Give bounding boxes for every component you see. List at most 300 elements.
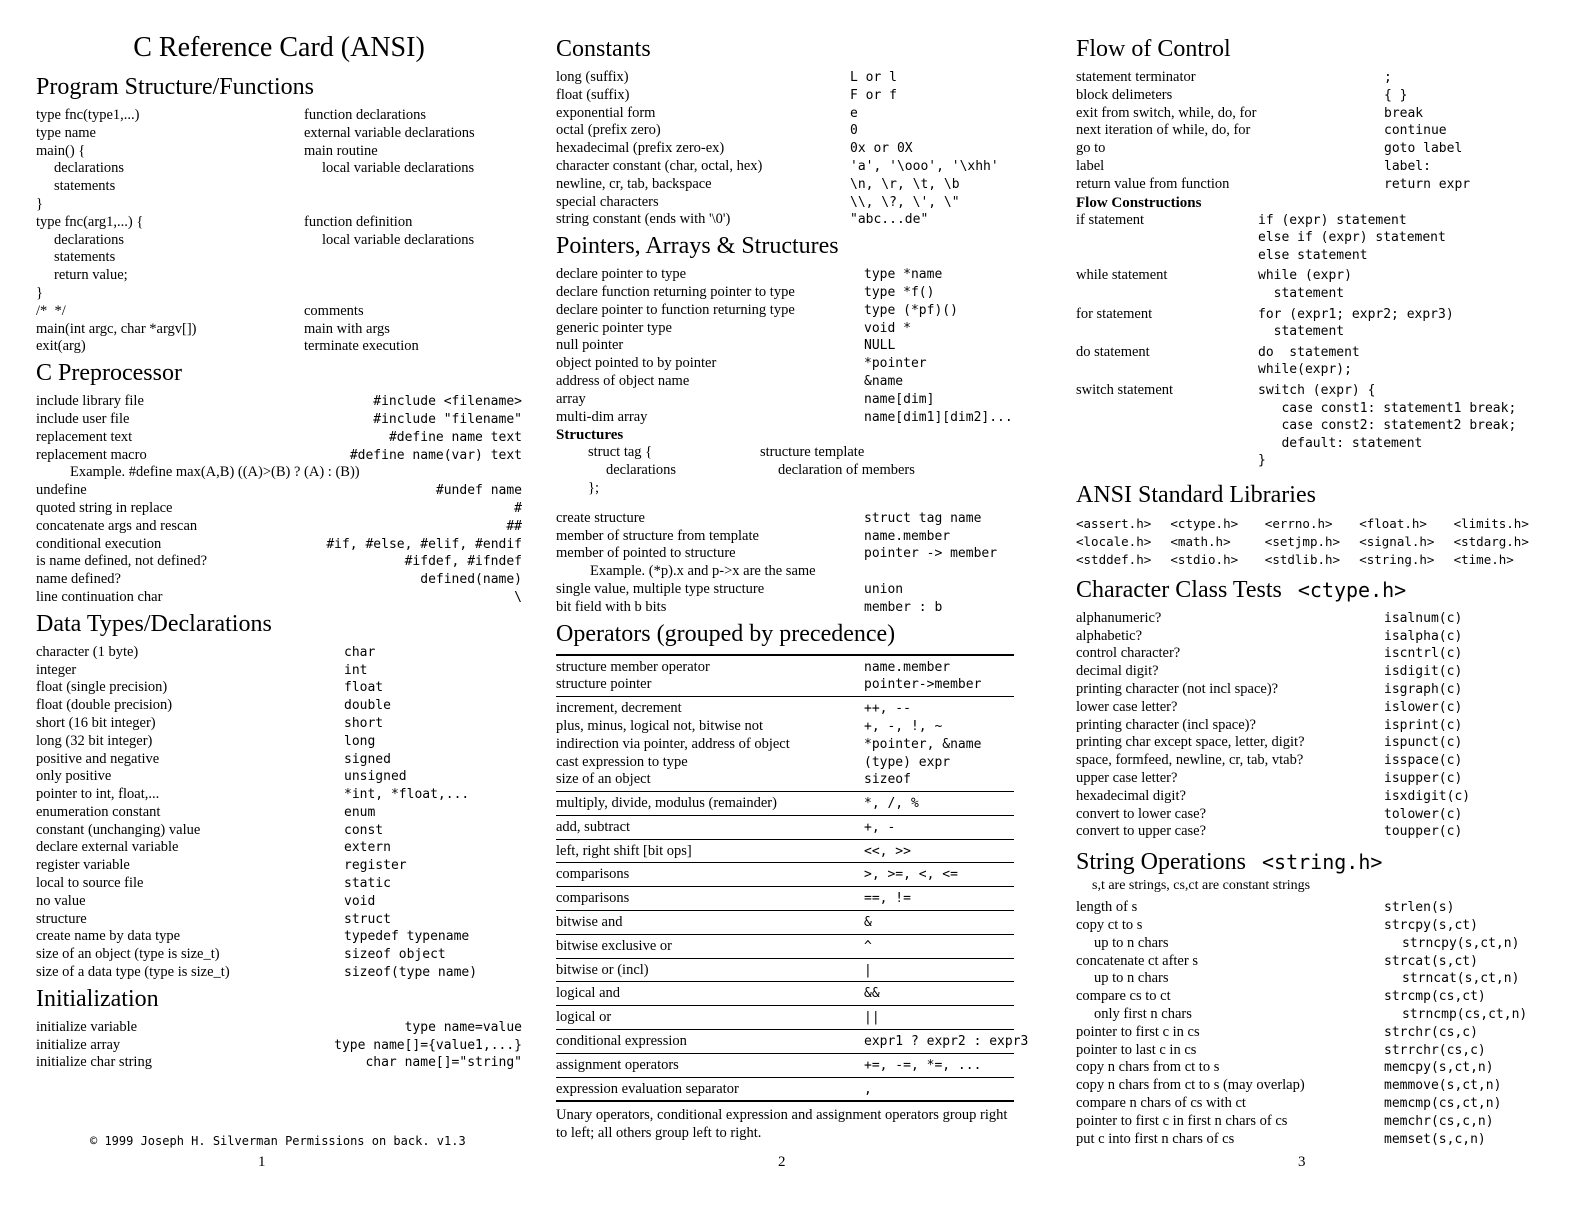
table-row [556, 373, 1014, 391]
row-label: printing character (not incl space)? [1076, 681, 1279, 698]
table-row [1076, 823, 1548, 841]
code-line: if (expr) statement [1258, 212, 1407, 228]
row-value: pointer->member [864, 677, 982, 693]
row-value: sizeof [864, 772, 911, 788]
row-label: compare cs to ct [1076, 988, 1171, 1005]
ctype-rows [1076, 610, 1548, 841]
table-row [36, 125, 522, 143]
library-item: <stdarg.h> [1453, 533, 1529, 549]
table-row [36, 553, 522, 571]
table-row [556, 819, 1014, 837]
row-value: #ifdef, #ifndef [404, 554, 522, 570]
row-value: memset(s,c,n) [1384, 1131, 1486, 1147]
row-value: (type) expr [864, 754, 951, 770]
row-value: long [344, 733, 376, 749]
row-value: isdigit(c) [1384, 664, 1463, 680]
row-value: 0 [850, 123, 858, 139]
table-row [36, 267, 522, 285]
table-row [1076, 176, 1548, 194]
table-row [556, 890, 1014, 908]
row-value: ^ [864, 938, 872, 954]
row-value: short [344, 715, 384, 731]
row-label: constant (unchanging) value [36, 821, 201, 838]
section-heading: Constants [556, 36, 651, 62]
operators-note: Unary operators, conditional expression and assignment operators group right to left; all others group left to right. [556, 1107, 1008, 1142]
row-label: conditional expression [556, 1033, 687, 1050]
table-row [1076, 970, 1548, 988]
row-label: long (suffix) [556, 69, 629, 85]
table-row [556, 1057, 1014, 1075]
table-row [556, 211, 1014, 229]
row-label: newline, cr, tab, backspace [556, 175, 712, 192]
row-value: local variable declarations [322, 160, 475, 177]
row-value: type name=value [404, 1019, 522, 1035]
table-row [556, 320, 1014, 338]
row-value: +, -, !, ~ [864, 718, 943, 734]
table-row [556, 462, 1014, 480]
row-value: #define name(var) text [349, 447, 522, 463]
row-value: || [864, 1010, 880, 1026]
row-value: islower(c) [1384, 699, 1463, 715]
row-label: declare pointer to function returning type [556, 301, 795, 318]
row-value: { } [1384, 87, 1408, 103]
row-label: }; [588, 479, 599, 496]
strings-heading-text: String Operations [1076, 849, 1246, 876]
table-row [36, 715, 522, 733]
row-value: ++, -- [864, 701, 911, 717]
row-label: left, right shift [bit ops] [556, 842, 692, 859]
row-value: enum [344, 804, 376, 820]
page-number: 2 [778, 1154, 786, 1170]
row-label: declare external variable [36, 839, 179, 856]
row-label: assignment operators [556, 1056, 679, 1073]
row-value: #include <filename> [373, 394, 522, 410]
row-label: up to n chars [1094, 970, 1169, 987]
row-label: compare n chars of cs with ct [1076, 1095, 1246, 1112]
row-value: \\, \?, \', \" [850, 194, 960, 210]
section-heading: Operators (grouped by precedence) [556, 620, 896, 647]
row-value: struct [344, 911, 391, 927]
row-value: strncpy(s,ct,n) [1402, 935, 1520, 951]
operator-group [556, 1053, 1014, 1077]
row-label: printing character (incl space)? [1076, 716, 1256, 733]
table-row [1076, 935, 1548, 953]
row-value: #include "filename" [373, 411, 522, 427]
library-item: <time.h> [1453, 551, 1514, 567]
row-value: && [864, 986, 880, 1002]
table-row [36, 321, 522, 339]
row-label: generic pointer type [556, 319, 672, 336]
operator-group [556, 839, 1014, 863]
row-value: void * [864, 320, 911, 336]
row-label: null pointer [556, 337, 624, 354]
table-row [36, 143, 522, 161]
row-label: copy n chars from ct to s (may overlap) [1076, 1077, 1305, 1094]
table-row [556, 284, 1014, 302]
library-item: <locale.h> [1076, 533, 1152, 549]
row-value: unsigned [344, 769, 407, 785]
row-value: break [1384, 105, 1424, 121]
code-line: case const1: statement1 break; [1258, 400, 1517, 416]
row-value: register [344, 858, 407, 874]
operator-group [556, 886, 1014, 910]
library-item: <limits.h> [1453, 515, 1529, 531]
row-label: pointer to last c in cs [1076, 1041, 1197, 1058]
table-row [1076, 770, 1548, 788]
table-row [36, 178, 522, 196]
table-row [556, 938, 1014, 956]
row-value: declaration of members [778, 462, 915, 479]
code-line: case const2: statement2 break; [1258, 418, 1517, 434]
row-label: conditional execution [36, 535, 162, 552]
table-row [36, 411, 522, 429]
row-value: & [864, 915, 872, 931]
operator-group [556, 910, 1014, 934]
row-value: sizeof object [344, 947, 446, 963]
row-label: logical or [556, 1009, 612, 1026]
row-value: *, /, % [864, 796, 919, 812]
row-label: type name [36, 124, 96, 141]
row-label: include library file [36, 393, 144, 410]
row-value: memchr(cs,c,n) [1384, 1113, 1494, 1129]
preprocessor-rows [36, 393, 522, 607]
ctype-heading-code: <ctype.h> [1297, 577, 1407, 602]
table-row [1076, 1042, 1548, 1060]
library-item: <stddef.h> [1076, 551, 1152, 567]
row-label: logical and [556, 985, 621, 1002]
table-row [556, 866, 1014, 884]
row-value: *pointer [864, 356, 927, 372]
table-row [36, 393, 522, 411]
construction-code [1258, 306, 1454, 341]
row-value: >, >=, <, <= [864, 867, 958, 883]
row-value: type *name [864, 267, 943, 283]
row-value: isxdigit(c) [1384, 788, 1471, 804]
row-label: address of object name [556, 372, 690, 389]
row-label: create structure [556, 509, 645, 526]
table-row [1076, 717, 1548, 735]
construction-row [1076, 306, 1548, 341]
row-label: plus, minus, logical not, bitwise not [556, 717, 764, 734]
row-label: lower case letter? [1076, 698, 1178, 715]
row-label: single value, multiple type structure [556, 580, 765, 597]
row-value: ## [506, 518, 522, 534]
row-value: expr1 ? expr2 : expr3 [864, 1034, 1029, 1050]
row-label: structure pointer [556, 676, 652, 693]
row-value: strcmp(cs,ct) [1384, 989, 1486, 1005]
table-row [36, 214, 522, 232]
row-value: char name[]="string" [365, 1055, 522, 1071]
construction-label: do statement [1076, 343, 1150, 360]
row-label: exit from switch, while, do, for [1076, 104, 1257, 121]
table-row [36, 751, 522, 769]
section-heading: ANSI Standard Libraries [1076, 481, 1316, 508]
table-row [556, 771, 1014, 789]
table-row [36, 303, 522, 321]
table-row [1076, 663, 1548, 681]
row-label: size of an object [556, 771, 651, 788]
row-value: struct tag name [864, 510, 982, 526]
table-row [556, 1081, 1014, 1099]
row-value: goto label [1384, 141, 1463, 157]
table-row [36, 644, 522, 662]
row-label: hexadecimal digit? [1076, 787, 1186, 804]
table-row [1076, 734, 1548, 752]
row-label: declare function returning pointer to type [556, 283, 795, 300]
row-label: } [36, 284, 43, 301]
table-row [36, 464, 522, 482]
row-label: statements [54, 249, 116, 266]
table-row [1076, 158, 1548, 176]
library-item: <math.h> [1170, 533, 1231, 549]
library-item: <assert.h> [1076, 515, 1152, 531]
table-row [1076, 1006, 1548, 1024]
row-value: type *f() [864, 284, 935, 300]
row-label: name defined? [36, 571, 121, 588]
row-label: bitwise and [556, 914, 623, 931]
operator-group [556, 1077, 1014, 1103]
table-row [36, 786, 522, 804]
table-row [556, 1033, 1029, 1051]
row-label: integer [36, 661, 77, 678]
construction-label: switch statement [1076, 381, 1174, 398]
table-row [556, 581, 1014, 599]
code-line: for (expr1; expr2; expr3) [1258, 306, 1454, 322]
row-label: register variable [36, 857, 130, 874]
row-value: #define name text [388, 429, 522, 445]
table-row [36, 893, 522, 911]
construction-code [1258, 344, 1360, 379]
row-label: Example. #define max(A,B) ((A)>(B) ? (A) : (B)) [70, 464, 360, 481]
row-value: function definition [304, 213, 413, 230]
table-row [36, 589, 522, 607]
construction-row [1076, 212, 1548, 265]
code-line: else if (expr) statement [1258, 230, 1446, 246]
constants-rows [556, 69, 1014, 229]
row-label: positive and negative [36, 750, 160, 767]
construction-row [1076, 344, 1548, 379]
row-value: #undef name [435, 483, 522, 499]
row-label: create name by data type [36, 928, 181, 945]
row-value: sizeof(type name) [344, 965, 478, 981]
table-row [1076, 899, 1548, 917]
table-row [1076, 105, 1548, 123]
row-value: strrchr(cs,c) [1384, 1042, 1486, 1058]
table-row [1076, 988, 1548, 1006]
row-label: main() { [36, 142, 86, 159]
library-item: <stdio.h> [1170, 551, 1239, 567]
code-line: while (expr) [1258, 268, 1352, 284]
table-row [36, 160, 522, 178]
table-row [36, 662, 522, 680]
row-value: strcat(s,ct) [1384, 953, 1478, 969]
operator-group [556, 981, 1014, 1005]
row-label: multiply, divide, modulus (remainder) [556, 795, 777, 812]
row-label: is name defined, not defined? [36, 553, 208, 570]
section-heading: Flow of Control [1076, 36, 1231, 62]
row-label: exponential form [556, 104, 656, 121]
row-label: put c into first n chars of cs [1076, 1130, 1235, 1147]
construction-code [1258, 267, 1352, 302]
row-value: 0x or 0X [850, 141, 913, 157]
table-row [556, 105, 1014, 123]
code-line: do statement [1258, 344, 1360, 360]
row-value: ==, != [864, 891, 911, 907]
row-label: character constant (char, octal, hex) [556, 157, 763, 174]
row-label: replacement macro [36, 446, 147, 463]
row-value: extern [344, 840, 391, 856]
row-value: L or l [850, 70, 897, 85]
row-label: type fnc(type1,...) [36, 107, 140, 123]
row-label: copy ct to s [1076, 917, 1143, 934]
row-label: type fnc(arg1,...) { [36, 213, 144, 230]
table-row [36, 1054, 522, 1072]
row-value: *int, *float,... [344, 787, 470, 803]
row-value: strlen(s) [1384, 900, 1455, 916]
row-label: array [556, 390, 586, 407]
row-label: short (16 bit integer) [36, 714, 156, 731]
row-value: *pointer, &name [864, 736, 982, 752]
construction-code [1258, 382, 1516, 470]
code-line: statement [1258, 285, 1345, 301]
table-row [1076, 610, 1548, 628]
row-label: pointer to int, float,... [36, 786, 160, 803]
row-label: block delimeters [1076, 86, 1173, 103]
subsection-heading: Flow Constructions [1076, 194, 1202, 211]
strings-heading-code: <string.h> [1261, 850, 1383, 875]
operators-table [556, 654, 1029, 1103]
row-value: external variable declarations [304, 124, 475, 141]
row-label: initialize array [36, 1036, 121, 1053]
row-label: pointer to first c in cs [1076, 1023, 1200, 1040]
code-line: statement [1258, 324, 1345, 340]
row-value: toupper(c) [1384, 824, 1463, 840]
row-label: decimal digit? [1076, 663, 1159, 680]
row-label: bitwise or (incl) [556, 961, 649, 978]
row-label: /* */ [36, 302, 66, 319]
row-value: strcpy(s,ct) [1384, 918, 1478, 934]
row-value: name.member [864, 659, 951, 675]
strings-subtitle: s,t are strings, cs,ct are constant strings [1092, 878, 1311, 894]
row-value: static [344, 876, 391, 892]
table-row [556, 914, 1014, 932]
row-value: char [344, 644, 376, 660]
table-row [556, 545, 1014, 563]
library-item: <signal.h> [1359, 533, 1435, 549]
table-row [556, 69, 1014, 87]
ctype-heading-text: Character Class Tests [1076, 576, 1282, 603]
code-line: default: statement [1258, 435, 1423, 451]
table-row [36, 679, 522, 697]
table-row [556, 528, 1014, 546]
row-value: # [514, 500, 522, 516]
operator-group [556, 1005, 1014, 1029]
operator-group [556, 815, 1014, 839]
datatypes-rows [36, 644, 522, 982]
row-label: Example. (*p).x and p->x are the same [590, 563, 816, 580]
row-label: main(int argc, char *argv[]) [36, 320, 197, 337]
column-1 [36, 30, 522, 1072]
table-row [556, 480, 1014, 498]
row-value: main routine [304, 142, 378, 159]
row-label: replacement text [36, 428, 133, 445]
table-row [1076, 1059, 1548, 1077]
row-label: concatenate args and rescan [36, 517, 198, 534]
library-item: <string.h> [1359, 551, 1435, 567]
row-value: strncat(s,ct,n) [1402, 971, 1520, 987]
library-item: <errno.h> [1264, 515, 1333, 531]
row-label: no value [36, 892, 86, 909]
table-row [36, 482, 522, 500]
table-row [1076, 752, 1548, 770]
row-label: only first n chars [1094, 1006, 1192, 1023]
table-row [556, 302, 1014, 320]
table-row [1076, 645, 1548, 663]
table-row [556, 122, 1014, 140]
table-row [36, 285, 522, 303]
table-row [556, 194, 1014, 212]
flow-rows [1076, 69, 1548, 194]
initialization-rows [36, 1019, 522, 1072]
row-value: isspace(c) [1384, 753, 1463, 769]
table-row [556, 754, 1014, 772]
table-row [1076, 1131, 1548, 1149]
row-label: concatenate ct after s [1076, 952, 1198, 969]
row-value: strncmp(cs,ct,n) [1402, 1007, 1528, 1023]
operator-group [556, 696, 1014, 791]
row-label: expression evaluation separator [556, 1080, 739, 1097]
row-label: return value from function [1076, 175, 1230, 192]
row-value: e [850, 105, 858, 121]
table-row [556, 962, 1014, 980]
row-label: return value; [54, 267, 128, 284]
construction-label: while statement [1076, 267, 1168, 284]
row-label: line continuation char [36, 588, 163, 605]
strings-rows [1076, 899, 1548, 1148]
row-label: convert to upper case? [1076, 823, 1207, 840]
row-value: \ [514, 589, 522, 605]
row-label: declarations [606, 462, 677, 479]
row-value: continue [1384, 123, 1447, 139]
table-row [36, 196, 522, 214]
row-label: exit(arg) [36, 338, 86, 355]
table-row [36, 697, 522, 715]
row-label: declarations [54, 231, 125, 248]
table-row [556, 391, 1014, 409]
row-label: convert to lower case? [1076, 805, 1207, 822]
row-label: hexadecimal (prefix zero-ex) [556, 140, 725, 157]
subsection-heading: Structures [556, 427, 624, 444]
row-label: cast expression to type [556, 753, 688, 770]
table-row [1076, 699, 1548, 717]
pointers-rows-2 [556, 510, 1014, 617]
table-row [36, 107, 522, 125]
table-row [36, 964, 522, 982]
row-label: object pointed to by pointer [556, 355, 717, 372]
row-label: member of pointed to structure [556, 545, 736, 562]
table-row [1076, 140, 1548, 158]
section-heading [1076, 847, 1548, 877]
row-value: const [344, 822, 384, 838]
row-value: strchr(cs,c) [1384, 1024, 1478, 1040]
row-label: printing char except space, letter, digit? [1076, 734, 1305, 751]
table-row [1076, 1095, 1548, 1113]
table-row [36, 518, 522, 536]
row-label: structure member operator [556, 658, 710, 675]
table-row [556, 985, 1014, 1003]
row-value: isalnum(c) [1384, 610, 1463, 626]
operator-group [556, 654, 1014, 697]
